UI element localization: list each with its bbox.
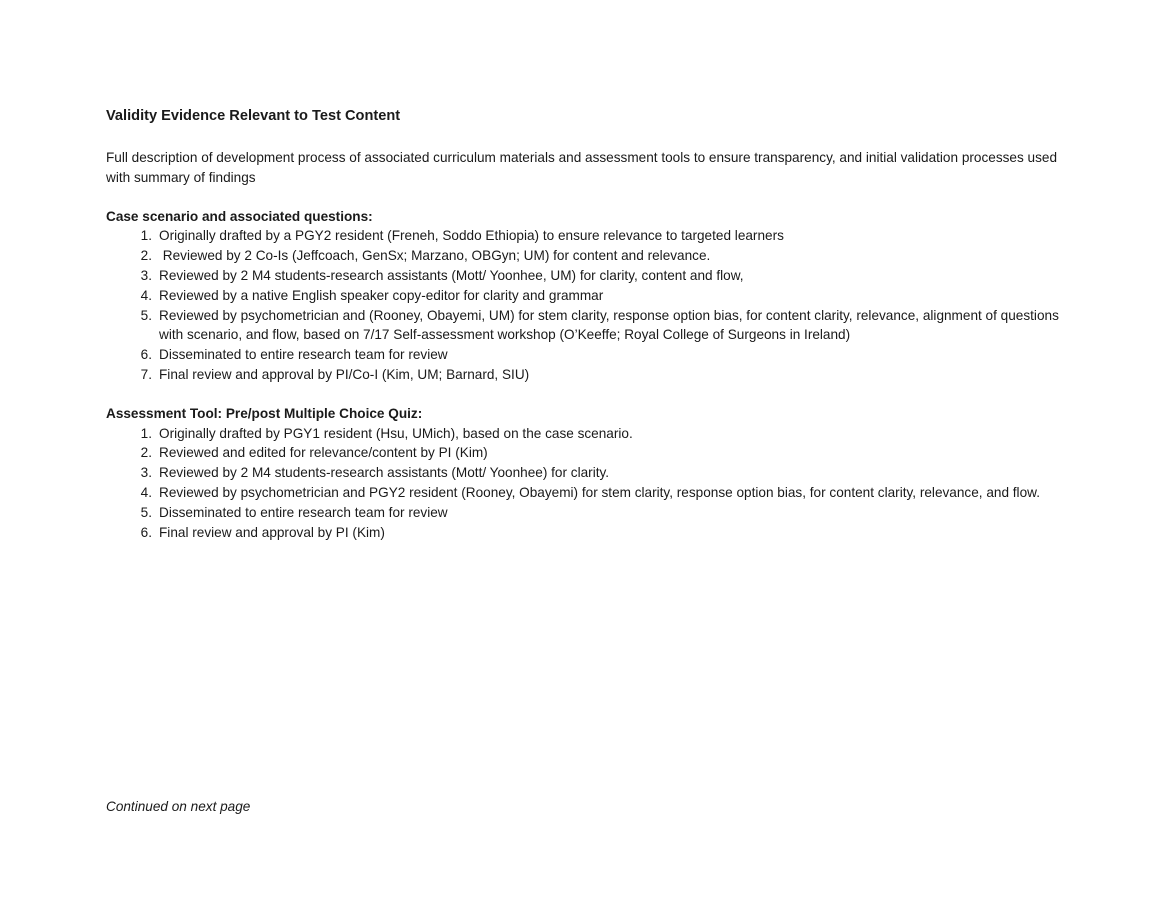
list-item-number: 6.	[140, 347, 152, 363]
list-item	[106, 443, 1066, 463]
list-item	[106, 523, 1066, 543]
continued-note: Continued on next page	[106, 799, 251, 814]
list-item-number: 3.	[140, 267, 152, 283]
list-item-number: 2.	[140, 445, 152, 461]
page-title: Validity Evidence Relevant to Test Content	[106, 108, 401, 124]
list-item-text: Final review and approval by PI/Co-I (Kim, UM; Barnard, SIU)	[159, 366, 530, 382]
list-item-text: Reviewed and edited for relevance/content by PI (Kim)	[159, 445, 488, 461]
list-item-text: Reviewed by 2 Co-Is (Jeffcoach, GenSx; Marzano, OBGyn; UM) for content and relevance.	[159, 248, 711, 264]
list-item-number: 1.	[140, 228, 152, 244]
list-item	[106, 345, 1066, 365]
document-page	[106, 106, 1066, 542]
assessment-tool-steps	[106, 424, 1066, 543]
list-item-text: Disseminated to entire research team for review	[159, 504, 448, 520]
list-item-text: Originally drafted by PGY1 resident (Hsu, UMich), based on the case scenario.	[159, 425, 633, 441]
list-item-number: 4.	[140, 287, 152, 303]
case-scenario-steps	[106, 226, 1066, 384]
list-item	[106, 306, 1066, 346]
section-heading-case-scenario: Case scenario and associated questions:	[106, 208, 373, 224]
list-item-number: 5.	[140, 307, 152, 323]
list-item	[106, 246, 1066, 266]
list-item-number: 2.	[140, 248, 152, 264]
list-item-number: 1.	[140, 425, 152, 441]
list-item-number: 4.	[140, 484, 152, 500]
list-item-number: 6.	[140, 524, 152, 540]
list-item	[106, 503, 1066, 523]
list-item-number: 3.	[140, 465, 152, 481]
list-item-text: Reviewed by 2 M4 students-research assistants (Mott/ Yoonhee) for clarity.	[159, 465, 610, 481]
list-item	[106, 365, 1066, 385]
list-item	[106, 463, 1066, 483]
list-item-number: 7.	[140, 366, 152, 382]
section-heading-assessment-tool: Assessment Tool: Pre/post Multiple Choice Quiz:	[106, 405, 423, 421]
list-item	[106, 226, 1066, 246]
list-item-number: 5.	[140, 504, 152, 520]
list-item-text: Originally drafted by a PGY2 resident (Freneh, Soddo Ethiopia) to ensure relevance to targeted learners	[159, 228, 784, 244]
list-item-text: Reviewed by psychometrician and PGY2 resident (Rooney, Obayemi) for stem clarity, response option bias, for content clarity, relevance, and flow.	[159, 484, 1040, 500]
list-item	[106, 286, 1066, 306]
list-item	[106, 424, 1066, 444]
intro-paragraph: Full description of development process of associated curriculum materials and assessment tools to ensure transparency, and initial validation processes used with summary of findings	[106, 150, 1058, 185]
list-item-text: Reviewed by 2 M4 students-research assistants (Mott/ Yoonhee, UM) for clarity, content and flow,	[159, 267, 744, 283]
list-item-text: Reviewed by a native English speaker copy-editor for clarity and grammar	[159, 287, 604, 303]
list-item	[106, 266, 1066, 286]
list-item-text: Reviewed by psychometrician and (Rooney, Obayemi, UM) for stem clarity, response option bias, for content clarity, relevance, alignment of questions with scenario, and flow, based on 7/17 Self-assessment workshop (O’Keeffe; Royal College of Surgeons in Ireland)	[159, 307, 1059, 343]
list-item-text: Final review and approval by PI (Kim)	[159, 524, 385, 540]
list-item	[106, 483, 1066, 503]
list-item-text: Disseminated to entire research team for review	[159, 347, 448, 363]
